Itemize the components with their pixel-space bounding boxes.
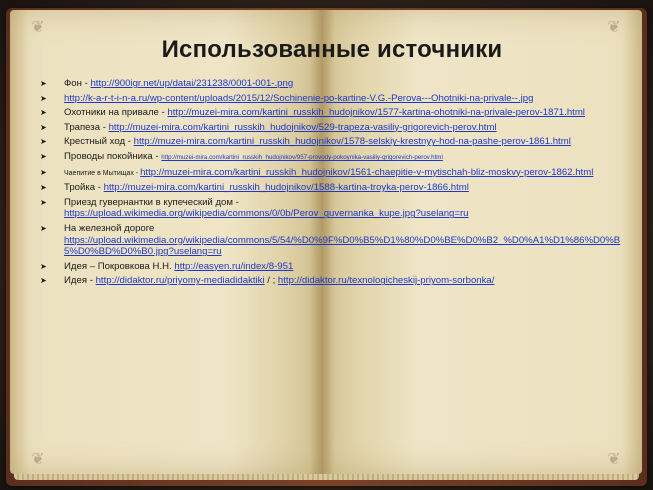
arrow-bullet-icon: ➤: [40, 167, 47, 177]
source-label: Трапеза -: [64, 121, 109, 133]
source-label: Охотники на привале -: [64, 107, 168, 119]
arrow-bullet-icon: ➤: [40, 122, 47, 132]
page-title: Использованные источники: [161, 36, 503, 63]
source-link[interactable]: http://muzei-mira.com/kartini_russkih_hudojnikov/1577-kartina-ohotniki-na-privale-perov-1871.html: [167, 107, 585, 119]
source-link[interactable]: http://k-a-r-t-i-n-a.ru/wp-content/uploads/2015/12/Sochinenie-po-kartine-V.G.-Perova---Ohotniki-na-privale--.jpg: [64, 92, 534, 104]
list-item: [34, 261, 630, 273]
corner-ornament-icon: ❦: [607, 449, 621, 468]
arrow-bullet-icon: ➤: [40, 137, 47, 147]
list-item: [34, 122, 630, 134]
source-link[interactable]: http://muzei-mira.com/kartini_russkih_hudojnikov/1561-chaepitie-v-mytischah-bliz-moskvy-perov-1862.html: [140, 166, 594, 178]
arrow-bullet-icon: ➤: [40, 79, 47, 88]
source-link[interactable]: https://upload.wikimedia.org/wikipedia/commons/0/0b/Perov_guvernanka_kupe.jpg?uselang=ru: [64, 208, 469, 220]
source-link[interactable]: http://muzei-mira.com/kartini_russkih_hudojnikov/957-provody-pokoynika-vasiliy-grigorevich-perov.html: [161, 153, 443, 161]
source-link[interactable]: http://900igr.net/up/datai/231238/0001-001-.png: [90, 78, 294, 89]
source-link[interactable]: http://muzei-mira.com/kartini_russkih_hudojnikov/1578-selskiy-krestnyy-hod-na-pashe-perov-1861.html: [133, 136, 571, 148]
source-link[interactable]: http://easyen.ru/index/8-951: [174, 260, 294, 272]
source-label: На железной дороге: [64, 222, 155, 234]
source-link[interactable]: http://didaktor.ru/priyomy-mediadidaktiki: [95, 275, 265, 287]
list-item: [34, 197, 630, 220]
list-item: [34, 182, 630, 194]
arrow-bullet-icon: ➤: [40, 197, 47, 207]
source-label: Чаепитие в Мытищах -: [64, 169, 141, 177]
list-item: [34, 93, 630, 105]
list-item: [34, 151, 630, 164]
book-page-edges: [14, 474, 639, 480]
corner-ornament-icon: ❦: [31, 17, 45, 36]
source-label: Идея – Покровкова Н.Н.: [64, 260, 175, 272]
arrow-bullet-icon: ➤: [40, 276, 47, 286]
slide-content: [34, 36, 630, 290]
source-link[interactable]: https://upload.wikimedia.org/wikipedia/commons/5/54/%D0%9F%D0%B5%D1%80%D0%BE%D0%B2_%D0%A1%D1%86%D0%B5%D0%BD%D0%B0.jpg?uselang=ru: [64, 234, 621, 258]
sources-list: [34, 78, 630, 287]
list-item: [34, 107, 630, 119]
link-separator: / ;: [264, 275, 278, 287]
arrow-bullet-icon: ➤: [40, 151, 47, 161]
source-label: Тройка -: [64, 182, 104, 194]
source-label: Проводы покойника -: [64, 150, 162, 162]
source-label: Приезд гувернантки в купеческий дом -: [64, 196, 239, 208]
list-item: [34, 78, 630, 90]
arrow-bullet-icon: ➤: [40, 183, 47, 193]
list-item: [34, 167, 630, 180]
source-link[interactable]: http://didaktor.ru/texnologicheskij-priyom-sorbonka/: [277, 275, 495, 287]
source-label: Фон -: [64, 78, 91, 89]
arrow-bullet-icon: ➤: [40, 223, 47, 233]
list-item: [34, 136, 630, 148]
corner-ornament-icon: ❦: [607, 17, 621, 36]
corner-ornament-icon: ❦: [31, 449, 45, 468]
arrow-bullet-icon: ➤: [40, 261, 47, 271]
source-label: Крестный ход -: [64, 136, 134, 148]
list-item: [34, 275, 630, 287]
source-link[interactable]: http://muzei-mira.com/kartini_russkih_hudojnikov/1588-kartina-troyka-perov-1866.html: [103, 182, 469, 194]
list-item: [34, 223, 630, 258]
source-link[interactable]: http://muzei-mira.com/kartini_russkih_hudojnikov/529-trapeza-vasiliy-grigorevich-perov.html: [108, 121, 497, 133]
arrow-bullet-icon: ➤: [40, 93, 47, 103]
arrow-bullet-icon: ➤: [40, 108, 47, 118]
source-label: Идея -: [64, 275, 96, 287]
